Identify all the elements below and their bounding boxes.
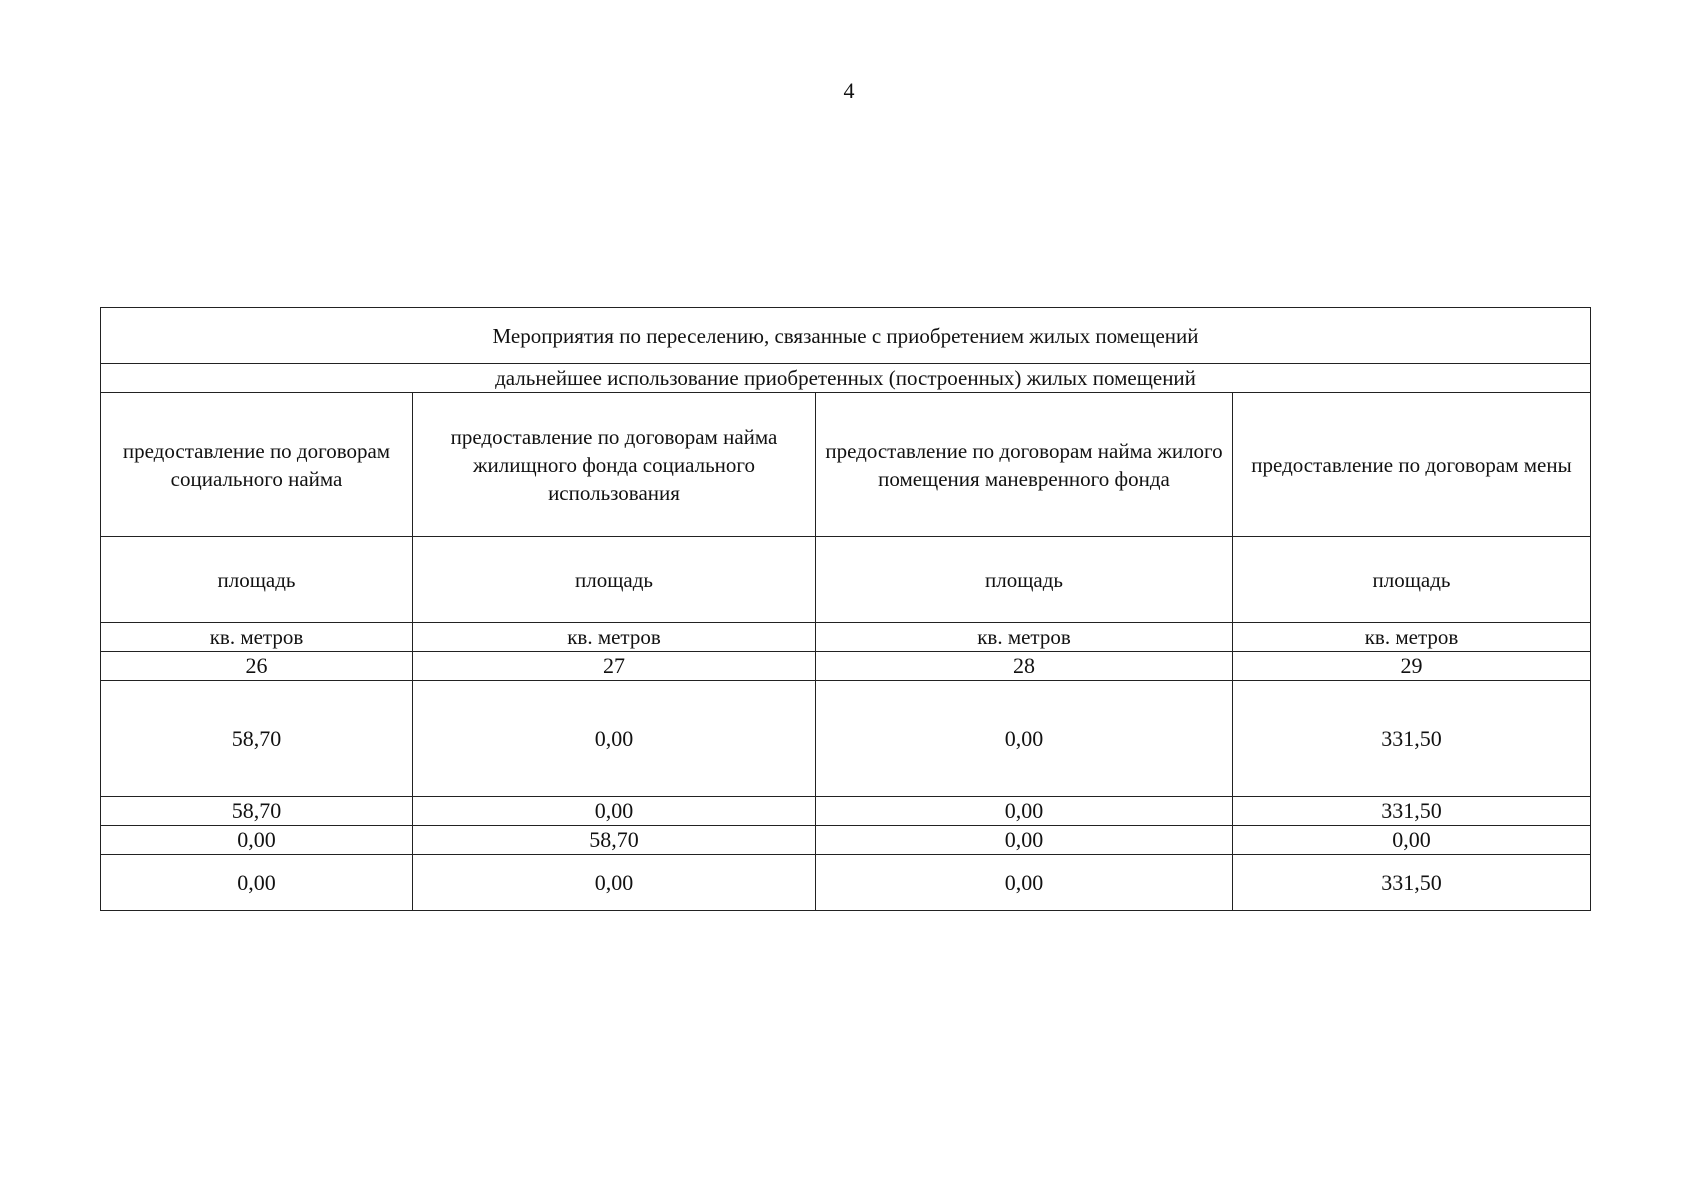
table-row xyxy=(101,855,1591,911)
value-cell: 0,00 xyxy=(413,855,816,911)
column-header: предоставление по договорам социального найма xyxy=(101,393,413,537)
column-header-row xyxy=(101,393,1591,537)
measure-cell: площадь xyxy=(816,537,1233,623)
column-number: 28 xyxy=(816,652,1233,681)
value-cell: 0,00 xyxy=(816,826,1233,855)
value-cell: 58,70 xyxy=(101,681,413,797)
value-cell: 0,00 xyxy=(816,797,1233,826)
unit-cell: кв. метров xyxy=(101,623,413,652)
value-cell: 58,70 xyxy=(101,797,413,826)
measure-cell: площадь xyxy=(101,537,413,623)
resettlement-table xyxy=(100,307,1591,911)
value-cell: 0,00 xyxy=(101,855,413,911)
page-number: 4 xyxy=(843,78,855,103)
column-number: 29 xyxy=(1233,652,1591,681)
value-cell: 0,00 xyxy=(101,826,413,855)
table-row xyxy=(101,797,1591,826)
column-header: предоставление по договорам найма жилого помещения маневренного фонда xyxy=(816,393,1233,537)
value-cell: 331,50 xyxy=(1233,855,1591,911)
column-number: 27 xyxy=(413,652,816,681)
unit-row xyxy=(101,623,1591,652)
column-header: предоставление по договорам мены xyxy=(1233,393,1591,537)
table-title-row xyxy=(101,308,1591,364)
column-header: предоставление по договорам найма жилищного фонда социального использования xyxy=(413,393,816,537)
measure-cell: площадь xyxy=(1233,537,1591,623)
column-number: 26 xyxy=(101,652,413,681)
value-cell: 0,00 xyxy=(413,681,816,797)
table-row xyxy=(101,826,1591,855)
value-cell: 0,00 xyxy=(816,681,1233,797)
unit-cell: кв. метров xyxy=(413,623,816,652)
table-row xyxy=(101,681,1591,797)
value-cell: 0,00 xyxy=(816,855,1233,911)
column-number-row xyxy=(101,652,1591,681)
value-cell: 0,00 xyxy=(413,797,816,826)
measure-cell: площадь xyxy=(413,537,816,623)
table-subtitle-row xyxy=(101,364,1591,393)
table-title: Мероприятия по переселению, связанные с приобретением жилых помещений xyxy=(101,308,1591,364)
unit-cell: кв. метров xyxy=(1233,623,1591,652)
value-cell: 0,00 xyxy=(1233,826,1591,855)
measure-row xyxy=(101,537,1591,623)
table-subtitle: дальнейшее использование приобретенных (построенных) жилых помещений xyxy=(101,364,1591,393)
unit-cell: кв. метров xyxy=(816,623,1233,652)
value-cell: 331,50 xyxy=(1233,797,1591,826)
value-cell: 58,70 xyxy=(413,826,816,855)
value-cell: 331,50 xyxy=(1233,681,1591,797)
